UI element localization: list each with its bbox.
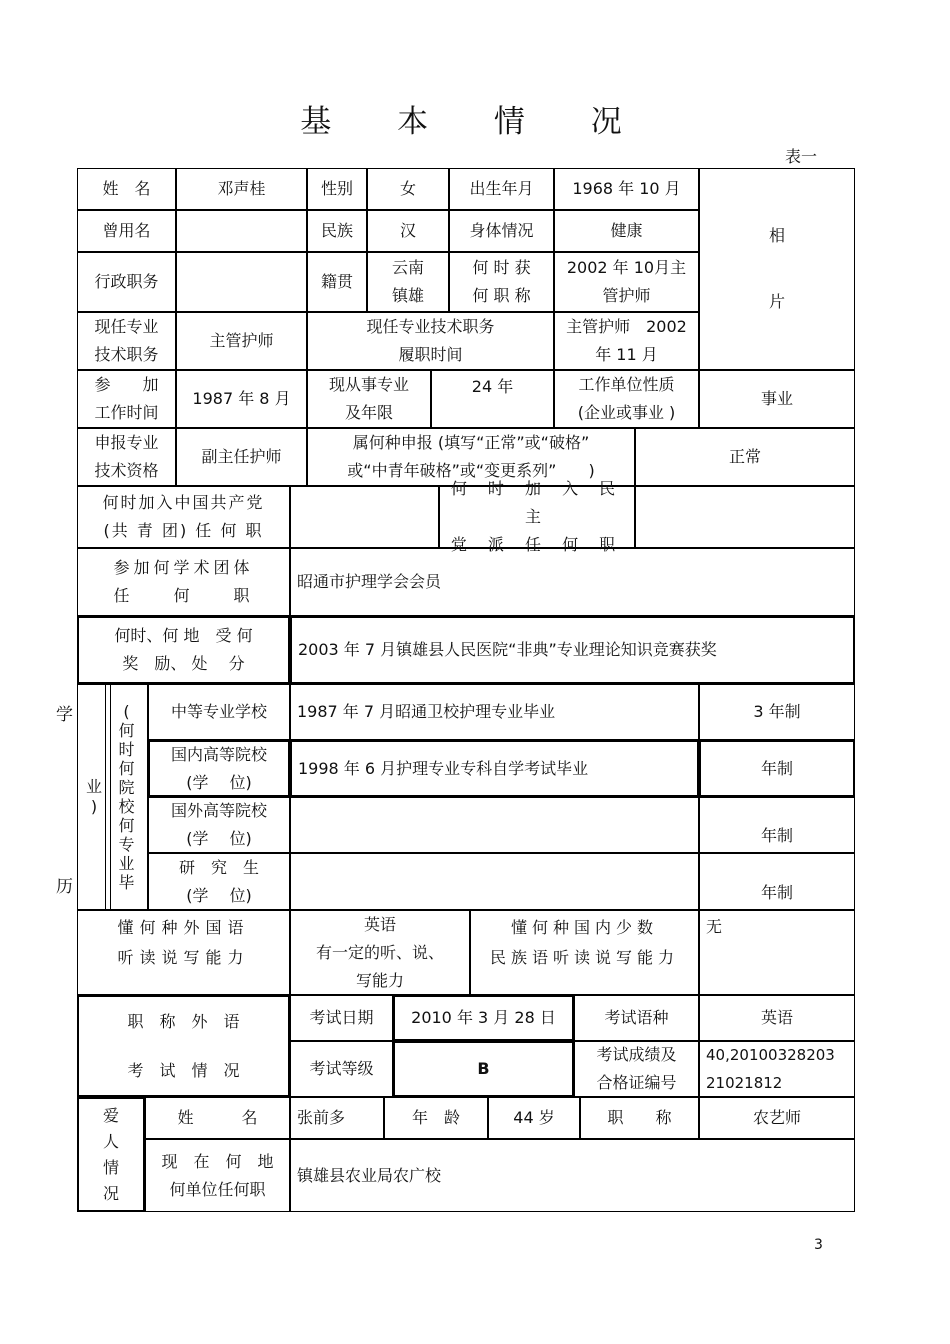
spouse-name-label: 姓 名 (145, 1097, 290, 1139)
academic-label: 参加何学术团体 任 何 职 (77, 548, 290, 616)
health-label: 身体情况 (449, 210, 554, 252)
democratic-value (635, 486, 855, 548)
admin-post-label: 行政职务 (77, 252, 176, 312)
awards-value: 2003 年 7 月镇雄县人民医院“非典”专业理论知识竞赛获奖 (290, 616, 855, 684)
minority-lang-label: 懂何种国内少数 民族语听读说写能力 (470, 910, 699, 995)
title-obtained-label: 何 时 获 何 职 称 (449, 252, 554, 312)
edu-foreign-value (290, 797, 699, 853)
education-side-label: 业 ) (77, 684, 111, 910)
gender-value: 女 (367, 168, 449, 210)
ethnicity-value: 汉 (367, 210, 449, 252)
current-title-time-label: 现任专业技术职务 履职时间 (307, 312, 554, 370)
spouse-age-label: 年 龄 (384, 1097, 488, 1139)
democratic-label: 何 时 加 入 民 主 党 派 任 何 职 (439, 486, 635, 548)
spouse-title-value: 农艺师 (699, 1097, 855, 1139)
exam-score-label: 考试成绩及 合格证编号 (574, 1041, 699, 1097)
gender-label: 性别 (307, 168, 367, 210)
name-label: 姓 名 (77, 168, 176, 210)
education-group-label: ( 何 时 何 院 校 何 专 业 毕 (105, 684, 148, 910)
academic-value: 昭通市护理学会会员 (290, 548, 855, 616)
exam-lang-label: 考试语种 (574, 995, 699, 1041)
health-value: 健康 (554, 210, 699, 252)
birth-value: 1968 年 10 月 (554, 168, 699, 210)
party-value (290, 486, 439, 548)
side-label-li: 历 (56, 877, 73, 897)
side-label-xue: 学 (56, 705, 73, 725)
name-value: 邓声桂 (176, 168, 307, 210)
apply-type-value: 正常 (635, 428, 855, 486)
spouse-name-value: 张前多 (290, 1097, 384, 1139)
foreign-lang-value: 英语 有一定的听、说、 写能力 (290, 910, 470, 995)
exam-label-line2: 考 试 情 况 (127, 1060, 240, 1080)
edu-foreign-years: 年制 (699, 797, 855, 853)
current-title-value: 主管护师 (176, 312, 307, 370)
minority-lang-value: 无 (699, 910, 855, 995)
exam-lang-value: 英语 (699, 995, 855, 1041)
work-start-value: 1987 年 8 月 (176, 370, 307, 428)
edu-graduate-label: 研 究 生 (学 位) (148, 853, 290, 910)
spouse-unit-value: 镇雄县农业局农广校 (290, 1139, 855, 1212)
exam-label-line1: 职 称 外 语 (127, 1011, 240, 1031)
page-number: 3 (814, 1237, 823, 1253)
edu-foreign-label: 国外高等院校 (学 位) (148, 797, 290, 853)
party-label: 何时加入中国共产党 (共 青 团) 任 何 职 (77, 486, 290, 548)
native-value: 云南 镇雄 (367, 252, 449, 312)
current-title-label: 现任专业 技术职务 (77, 312, 176, 370)
years-label: 现从事专业 及年限 (307, 370, 431, 428)
exam-label (77, 995, 290, 1097)
edu-secondary-label: 中等专业学校 (148, 684, 290, 740)
apply-value: 副主任护师 (176, 428, 307, 486)
form-number: 表一 (785, 147, 818, 166)
unit-nature-value: 事业 (699, 370, 855, 428)
work-start-label: 参 加 工作时间 (77, 370, 176, 428)
former-name-label: 曾用名 (77, 210, 176, 252)
page-title: 基 本 情 况 (300, 104, 650, 140)
edu-domestic-label: 国内高等院校 (学 位) (148, 740, 290, 797)
spouse-unit-label: 现 在 何 地 何单位任何职 (145, 1139, 290, 1212)
edu-secondary-years: 3 年制 (699, 684, 855, 740)
edu-domestic-years: 年制 (699, 740, 855, 797)
edu-domestic-value: 1998 年 6 月护理专业专科自学考试毕业 (290, 740, 699, 797)
former-name-value (176, 210, 307, 252)
exam-date-label: 考试日期 (290, 995, 393, 1041)
title-obtained-value: 2002 年 10月主 管护师 (554, 252, 699, 312)
spouse-age-value: 44 岁 (488, 1097, 580, 1139)
unit-nature-label: 工作单位性质 (企业或事业 ) (554, 370, 699, 428)
apply-label: 申报专业 技术资格 (77, 428, 176, 486)
edu-secondary-value: 1987 年 7 月昭通卫校护理专业毕业 (290, 684, 699, 740)
spouse-group-label: 爱 人 情 况 (77, 1097, 145, 1212)
awards-label: 何时、何 地 受 何 奖 励、 处 分 (77, 616, 290, 684)
foreign-lang-label: 懂何种外国语 听读说写能力 (77, 910, 290, 995)
native-label: 籍贯 (307, 252, 367, 312)
apply-type-label: 属何种申报 (填写“正常”或“破格” 或“中青年破格”或“变更系列” ) (307, 428, 635, 486)
photo-box: 相 片 (699, 168, 855, 370)
current-title-time-value: 主管护师 2002 年 11 月 (554, 312, 699, 370)
exam-level-label: 考试等级 (290, 1041, 393, 1097)
birth-label: 出生年月 (449, 168, 554, 210)
ethnicity-label: 民族 (307, 210, 367, 252)
exam-level-value: B (393, 1041, 574, 1097)
edu-graduate-years: 年制 (699, 853, 855, 910)
spouse-title-label: 职 称 (580, 1097, 699, 1139)
edu-graduate-value (290, 853, 699, 910)
exam-date-value: 2010 年 3 月 28 日 (393, 995, 574, 1041)
exam-score-value: 40,20100328203 21021812 (699, 1041, 855, 1097)
admin-post-value (176, 252, 307, 312)
years-value: 24 年 (431, 370, 554, 428)
